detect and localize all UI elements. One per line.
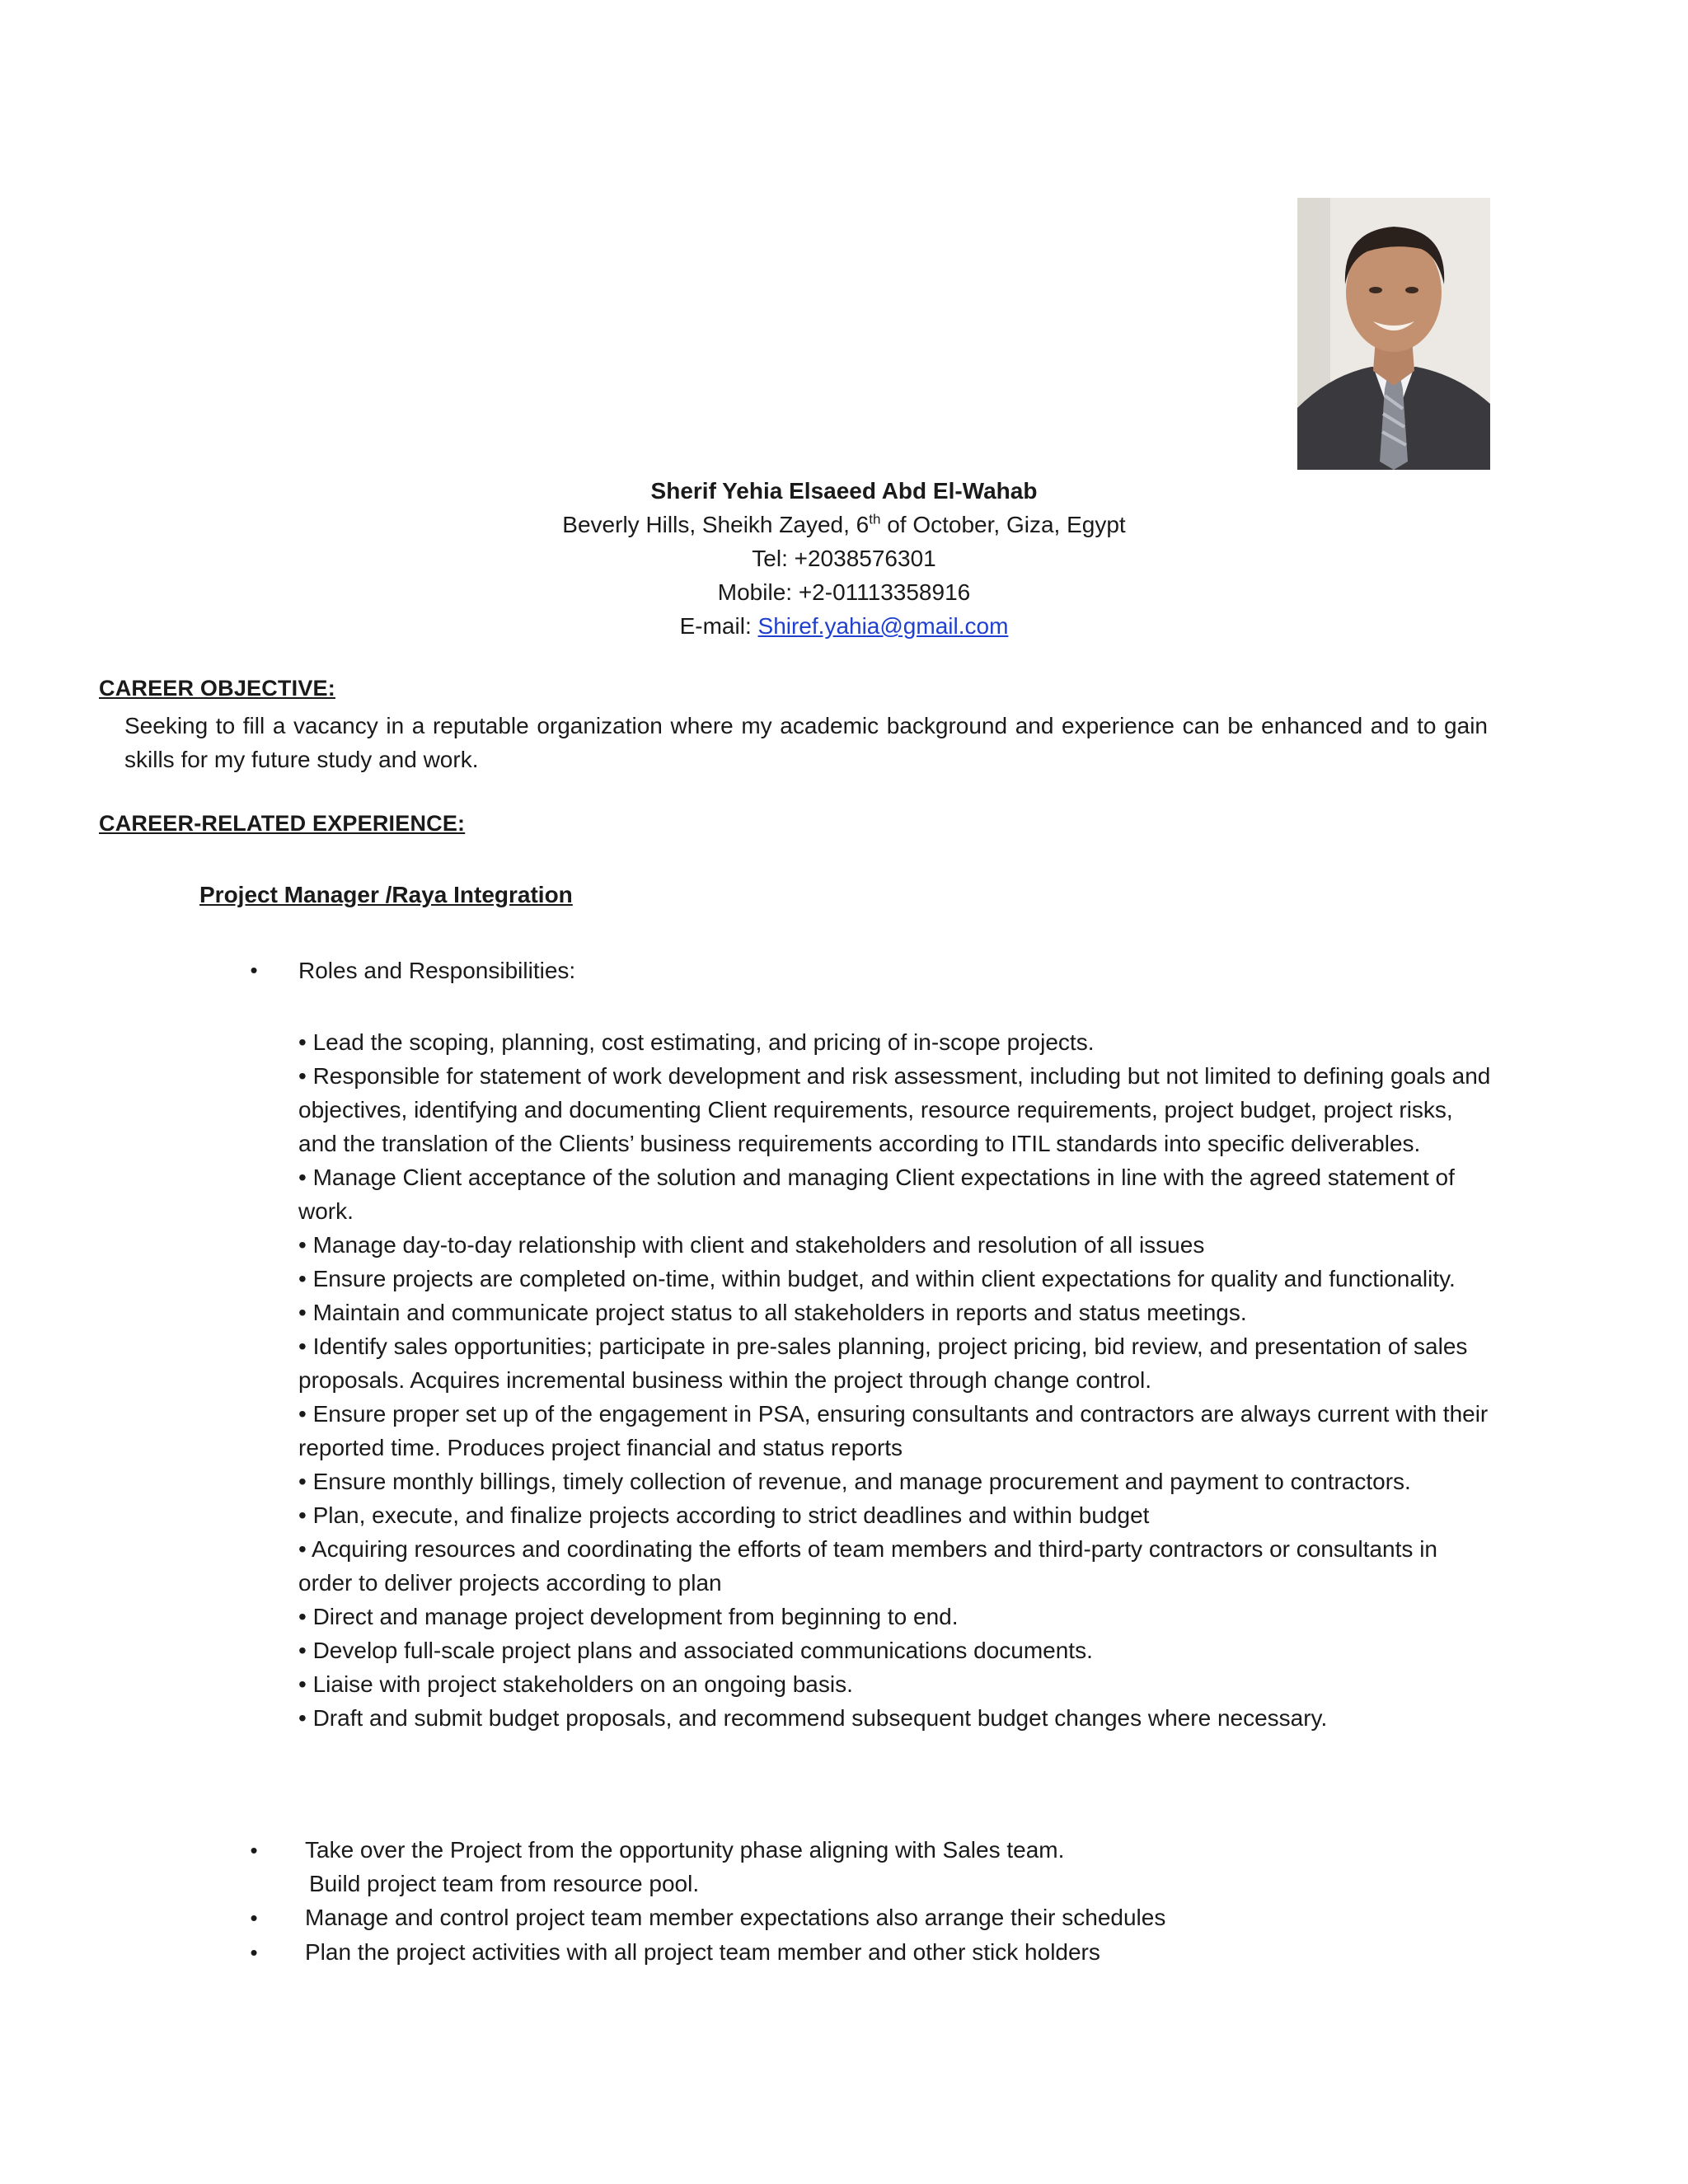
- candidate-name: Sherif Yehia Elsaeed Abd El-Wahab: [650, 478, 1038, 504]
- career-objective-text: Seeking to fill a vacancy in a reputable organization where my academic background and experience can be enhanced and to gain skills for my future study and work.: [124, 713, 1488, 772]
- list-item: • Draft and submit budget proposals, and recommend subsequent budget changes where necessary.: [298, 1705, 1328, 1731]
- list-item: • Lead the scoping, planning, cost estimating, and pricing of in-scope projects.: [298, 1029, 1095, 1055]
- mobile-line: Mobile: +2-01113358916: [717, 579, 971, 605]
- profile-photo: [1297, 198, 1490, 470]
- list-item: Take over the Project from the opportunity phase aligning with Sales team.: [305, 1837, 1065, 1863]
- list-item: • Identify sales opportunities; participate in pre-sales planning, project pricing, bid review, and presentation of sales proposals. Acquires incremental business within the project through change control.: [298, 1333, 1468, 1393]
- email-link[interactable]: Shiref.yahia@gmail.com: [757, 613, 1009, 639]
- list-item: • Manage day-to-day relationship with client and stakeholders and resolution of all issues: [298, 1232, 1205, 1258]
- list-bullet: •: [250, 1940, 258, 1965]
- tel-line: Tel: +2038576301: [752, 546, 936, 571]
- responsibilities-list: [298, 1025, 1493, 1735]
- list-item: • Plan, execute, and finalize projects according to strict deadlines and within budget: [298, 1502, 1150, 1528]
- list-item: • Manage Client acceptance of the solution and managing Client expectations in line with the agreed statement of work.: [298, 1165, 1455, 1224]
- list-item: • Liaise with project stakeholders on an ongoing basis.: [298, 1671, 853, 1697]
- address-line: Beverly Hills, Sheikh Zayed, 6th of October, Giza, Egypt: [562, 511, 1126, 537]
- roles-label: Roles and Responsibilities:: [298, 958, 576, 983]
- list-item: • Ensure monthly billings, timely collection of revenue, and manage procurement and payment to contractors.: [298, 1469, 1411, 1494]
- career-objective-heading: CAREER OBJECTIVE:: [99, 676, 335, 701]
- email-label: E-mail:: [679, 613, 758, 639]
- list-item: • Develop full-scale project plans and associated communications documents.: [298, 1638, 1093, 1663]
- list-item: • Direct and manage project development from beginning to end.: [298, 1604, 959, 1629]
- list-item: • Maintain and communicate project status to all stakeholders in reports and status meetings.: [298, 1300, 1247, 1325]
- contact-header: [0, 474, 1688, 643]
- job-title: Project Manager /Raya Integration: [199, 882, 573, 907]
- list-item: Build project team from resource pool.: [309, 1871, 700, 1896]
- list-item: Manage and control project team member expectations also arrange their schedules: [305, 1905, 1166, 1930]
- career-experience-heading: CAREER-RELATED EXPERIENCE:: [99, 811, 466, 836]
- list-item: • Acquiring resources and coordinating the efforts of team members and third-party contractors or consultants in order to deliver projects according to plan: [298, 1536, 1437, 1596]
- list-item: • Ensure projects are completed on-time, within budget, and within client expectations for quality and functionality.: [298, 1266, 1456, 1291]
- list-bullet: •: [250, 958, 258, 982]
- list-bullet: •: [250, 1838, 258, 1863]
- list-item: Plan the project activities with all project team member and other stick holders: [305, 1939, 1100, 1965]
- email-line: [0, 609, 1688, 643]
- list-item: • Ensure proper set up of the engagement in PSA, ensuring consultants and contractors are always current with their reported time. Produces project financial and status reports: [298, 1401, 1489, 1460]
- list-item: • Responsible for statement of work development and risk assessment, including but not limited to defining goals and objectives, identifying and documenting Client requirements, resource requirements, project budget, project risks, and the translation of the Clients’ business requirements according to ITIL standards into specific deliverables.: [298, 1063, 1491, 1156]
- list-bullet: •: [250, 1905, 258, 1930]
